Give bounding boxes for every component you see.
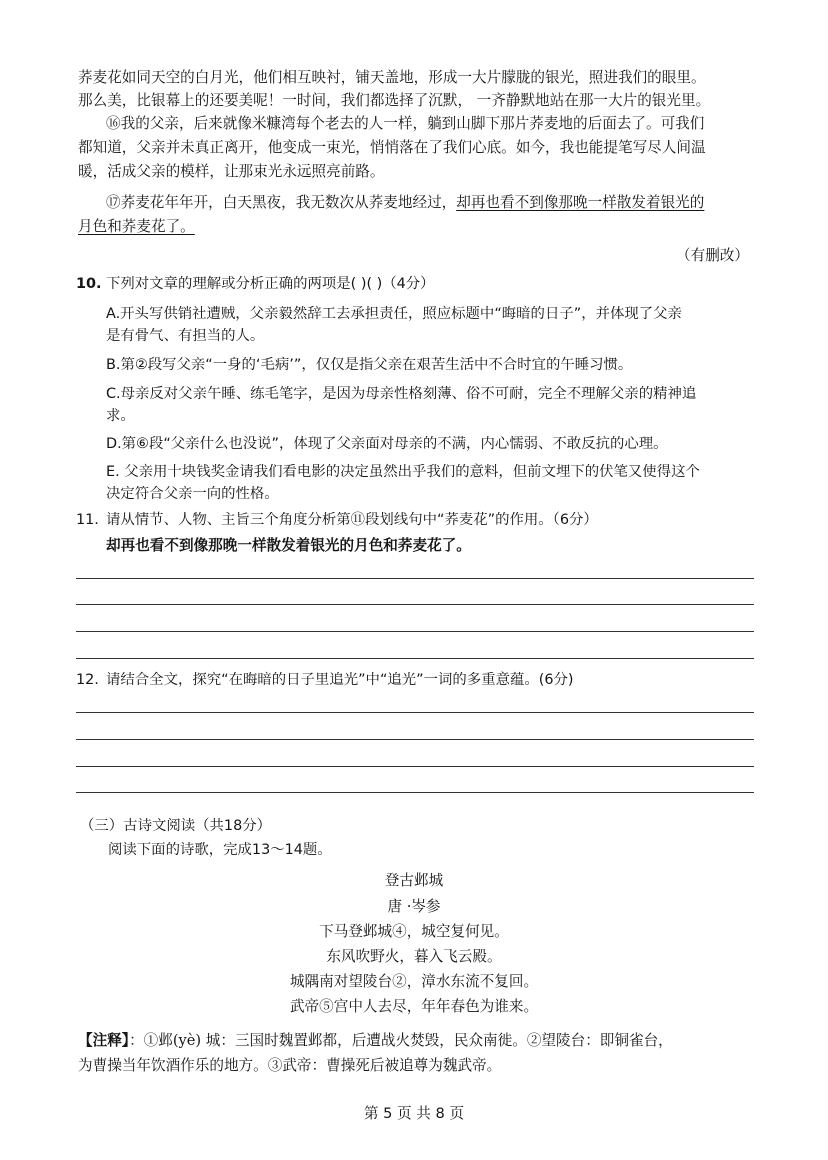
- underlined-sentence: 却再也看不到像那晚一样散发着银光的: [456, 194, 705, 211]
- option-c-continued: 求。: [106, 408, 135, 424]
- passage-line: 荞麦花如同天空的白月光，他们相互映衬，铺天盖地，形成一大片朦胧的银光，照进我们的眼里。: [78, 69, 706, 86]
- notes-line: [78, 1031, 673, 1051]
- passage-line: 都知道，父亲并未真正离开，他变成一束光，悄悄落在了我们心底。如今，我也能提笔写尽人间温: [78, 139, 706, 156]
- paragraph-17: [106, 193, 704, 213]
- passage-line: 那么美，比银幕上的还要美呢！一时间，我们都选择了沉默， 一齐静默地站在那一大片的银光里。: [78, 92, 711, 109]
- poem-line: 武帝⑤宫中人去尽，年年春色为谁来。: [289, 998, 539, 1015]
- question-10-stem: 下列对文章的理解或分析正确的两项是( )( )（4分）: [106, 276, 435, 292]
- answer-line[interactable]: [76, 578, 754, 579]
- poem-line: 东风吹野火，暮入飞云殿。: [326, 948, 502, 965]
- answer-line[interactable]: [76, 604, 754, 605]
- section-instruction: 阅读下面的诗歌，完成13～14题。: [108, 842, 332, 858]
- option-d: D.第⑥段“父亲什么也没说”，体现了父亲面对母亲的不满，内心懦弱、不敢反抗的心理。: [106, 436, 668, 452]
- section-heading: （三）古诗文阅读（共18分）: [80, 818, 271, 834]
- answer-line[interactable]: [76, 739, 754, 740]
- answer-line[interactable]: [76, 712, 754, 713]
- answer-line[interactable]: [76, 658, 754, 659]
- poem-title: 登古邺城: [384, 872, 444, 889]
- notes-line: 为曹操当年饮酒作乐的地方。③武帝：曹操死后被追尊为魏武帝。: [78, 1057, 502, 1074]
- option-a: A.开头写供销社遭贼，父亲毅然辞工去承担责任，照应标题中“晦暗的日子”，并体现了父亲: [106, 306, 682, 322]
- paragraph-16: ⑯我的父亲，后来就像米糠湾每个老去的人一样，躺到山脚下那片荞麦地的后面去了。可我们: [106, 115, 705, 132]
- answer-line[interactable]: [76, 631, 754, 632]
- answer-line[interactable]: [76, 792, 754, 793]
- passage-line: 暖，活成父亲的模样，让那束光永远照亮前路。: [78, 163, 385, 180]
- notes-label: 【注释】: [78, 1032, 130, 1049]
- question-12-number: 12.: [76, 672, 99, 688]
- option-c: C.母亲反对父亲午睡、练毛笔字，是因为母亲性格刻薄、俗不可耐，完全不理解父亲的精神追: [106, 386, 697, 402]
- page-number: 第 5 页 共 8 页: [363, 1105, 465, 1122]
- question-12-stem: 请结合全文，探究“在晦暗的日子里追光”中“追光”一词的多重意蕴。(6分): [106, 672, 574, 688]
- underlined-sentence: 月色和荞麦花了。: [78, 218, 195, 235]
- question-10-number: 10.: [76, 276, 102, 292]
- answer-line[interactable]: [76, 766, 754, 767]
- poem-line: 下马登邺城④，城空复何见。: [319, 923, 509, 940]
- question-11-stem: 请从情节、人物、主旨三个角度分析第⑪段划线句中“荞麦花”的作用。（6分）: [106, 512, 598, 528]
- poem-line: 城隅南对望陵台②，漳水东流不复回。: [289, 973, 539, 990]
- option-e: E. 父亲用十块钱奖金请我们看电影的决定虽然出乎我们的意料，但前文埋下的伏笔又使得这个: [106, 464, 700, 480]
- option-b: B.第②段写父亲“一身的‘毛病’”，仅仅是指父亲在艰苦生活中不合时宜的午睡习惯。: [106, 357, 633, 373]
- question-11-quote: 却再也看不到像那晚一样散发着银光的月色和荞麦花了。: [106, 537, 471, 554]
- option-e-continued: 决定符合父亲一向的性格。: [106, 486, 279, 502]
- option-a-continued: 是有骨气、有担当的人。: [106, 328, 265, 344]
- paragraph-17-text: ⑰荞麦花年年开，白天黑夜，我无数次从荞麦地经过，: [106, 194, 457, 211]
- question-11-number: 11.: [76, 512, 99, 528]
- poem-author: 唐 ·岑参: [387, 898, 441, 915]
- notes-text: ：①邺(yè) 城：三国时魏置邺都，后遭战火焚毁，民众南徙。②望陵台：即铜雀台，: [129, 1032, 673, 1049]
- source-note: （有删改）: [676, 247, 749, 264]
